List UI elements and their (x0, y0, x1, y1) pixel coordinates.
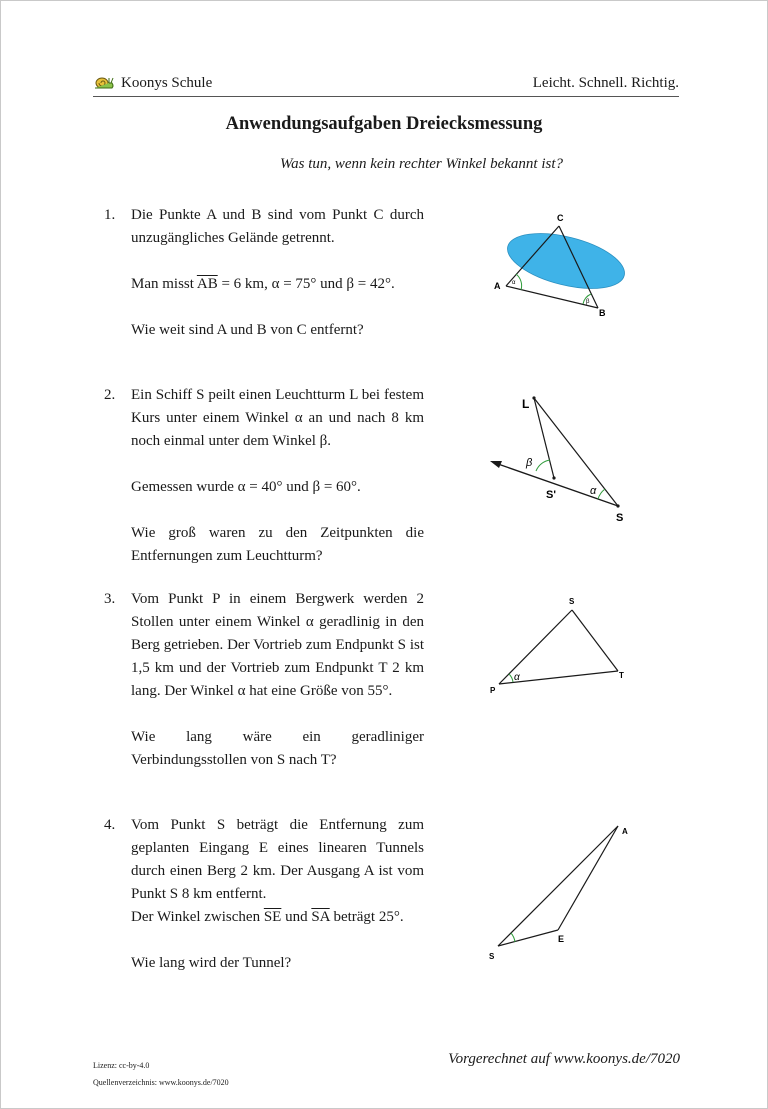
angle-alpha-label: α (590, 485, 597, 497)
point-b-label: B (599, 308, 606, 318)
point-e-label: E (558, 934, 565, 944)
task-given: Gemessen wurde α = 40° und β = 60°. (131, 479, 361, 495)
point-s-prime-label: S' (546, 489, 556, 501)
page-header (93, 74, 679, 97)
angle-beta-label: β (526, 457, 533, 469)
task-question: Wie groß waren zu den Zeitpunkten die Entfernungen zum Leuchtturm? (131, 525, 424, 564)
figure-task-1 (486, 206, 646, 322)
point-s-label: S (616, 512, 624, 524)
point-a-label: A (494, 281, 501, 291)
sources-text: Quellenverzeichnis: www.koonys.de/7020 (93, 1078, 229, 1087)
task-4 (104, 814, 424, 975)
task-number: 3. (104, 591, 116, 607)
task-number: 4. (104, 817, 116, 833)
point-s-label: S (489, 952, 495, 961)
point-t-label: T (619, 671, 624, 680)
task-given: Der Winkel zwischen $\overline{SE}$ und $\overline{SA}$ beträgt 25°. (131, 909, 404, 925)
angle-beta-label: β (586, 299, 590, 305)
snail-logo-icon (93, 74, 115, 90)
figure-task-2 (484, 388, 644, 526)
task-number: 2. (104, 387, 116, 403)
angle-alpha-label: α (512, 280, 516, 286)
task-text: Ein Schiff S peilt einen Leuchtturm L bei festem Kurs unter einem Winkel α an und nach 8 km noch einmal unter dem Winkel β. (131, 387, 424, 449)
task-text: Die Punkte A und B sind vom Punkt C durch unzugängliches Gelände getrennt. (131, 207, 424, 246)
point-p-label: P (490, 686, 496, 695)
figure-task-4 (486, 820, 636, 965)
task-question: Wie weit sind A und B von C entfernt? (131, 322, 364, 338)
task-text: Vom Punkt P in einem Bergwerk werden 2 Stollen unter einem Winkel α geradlinig in den Berg getrieben. Der Vortrieb zum Endpunkt S ist 1,5 km und der Vortrieb zum Endpunkt T 2 km lang. Der Winkel α hat eine Größe von 55°. (131, 591, 424, 699)
page-title: Anwendungsaufgaben Dreiecksmessung (225, 114, 543, 134)
point-a-label: A (622, 827, 628, 836)
slogan: Leicht. Schnell. Richtig. (532, 75, 679, 91)
page-subtitle: Was tun, wenn kein rechter Winkel bekannt ist? (279, 156, 563, 172)
school-name: Koonys Schule (121, 75, 213, 91)
point-l-label: L (522, 397, 530, 411)
task-1 (104, 204, 424, 342)
task-number: 1. (104, 207, 116, 223)
point-c-label: C (557, 213, 564, 223)
figure-task-3 (484, 594, 644, 704)
task-3 (104, 588, 424, 772)
task-question: Wie lang wäre ein geradliniger Verbindungsstollen von S nach T? (131, 729, 424, 768)
license-text: Lizenz: cc-by-4.0 (93, 1061, 150, 1070)
task-given: Man misst $\overline{AB} = 6$ km, α = 75° und β = 42°. (131, 276, 395, 292)
task-question: Wie lang wird der Tunnel? (131, 955, 292, 971)
task-2 (104, 384, 424, 568)
angle-alpha-label: α (514, 672, 520, 683)
task-text: Vom Punkt S beträgt die Entfernung zum geplanten Eingang E eines linearen Tunnels durch einen Berg 2 km. Der Ausgang A ist vom Punkt S 8 km entfernt. (131, 817, 424, 902)
point-s-label: S (569, 597, 575, 606)
solution-link[interactable]: Vorgerechnet auf www.koonys.de/7020 (448, 1051, 680, 1067)
